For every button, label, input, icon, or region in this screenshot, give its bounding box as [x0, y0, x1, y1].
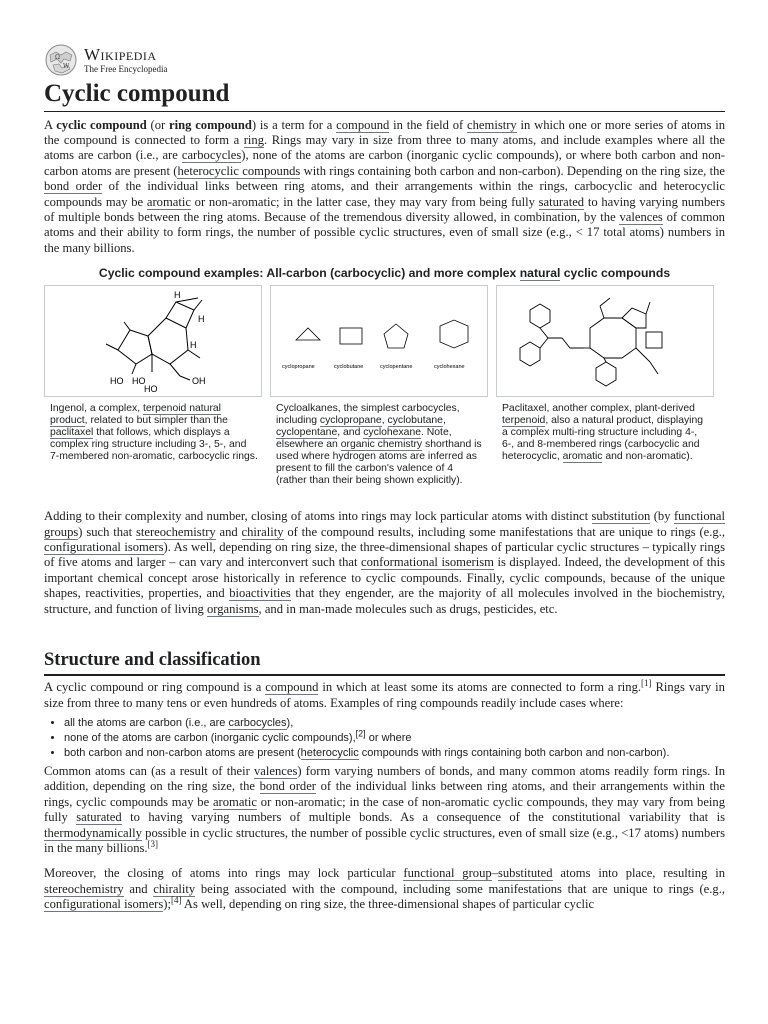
wikipedia-wordmark: Wikipedia [84, 45, 157, 64]
link-compound[interactable]: compound [336, 117, 390, 132]
paragraph-valences: Common atoms can (as a result of their valences) form varying numbers of bonds, and many common atoms readily form rings. In addition, depending on the ring size, the bond order of the individual links between ring atoms, and their arrangements within the rings, cyclic compounds may be aromatic or non-aromatic; in the case of non-aromatic cyclic compounds, they may vary from being fully saturated to having varying numbers of multiple bonds. As a consequence of the constitutional variability that is thermodynamically possible in cyclic structures, the number of possible cyclic structures, even of small size (e.g., <17 atoms) numbers in the many billions.[3] [44, 764, 726, 856]
svg-text:cyclobutane: cyclobutane [334, 364, 364, 371]
wikipedia-tagline: The Free Encyclopedia [84, 64, 168, 74]
image-gallery [44, 285, 725, 487]
wikipedia-logo[interactable] [44, 40, 725, 80]
link-heterocyclic-compounds[interactable]: heterocyclic compounds [177, 163, 301, 178]
link-compound-2[interactable]: compound [265, 680, 319, 695]
caption-ingenol: Ingenol, a complex, terpenoid natural product, related to but simpler than the paclitaxel that follows, which displays a complex ring structure including 3-, 5-, and 7-membered non-aromatic, carbocyclic rings. [50, 403, 258, 463]
svg-text:H: H [174, 290, 181, 301]
reference-1[interactable]: [1] [641, 678, 652, 688]
link-terpenoid[interactable]: terpenoid [502, 415, 546, 427]
gallery-item-ingenol [44, 285, 262, 487]
paclitaxel-structure-image[interactable] [496, 285, 714, 397]
paragraph-stereochemistry: Moreover, the closing of atoms into rings may lock particular functional group–substituted atoms into place, resulting in stereochemistry and chirality being associated with the compound, including some manifestations that are unique to rings (e.g., configurational isomers);[4] As well, depending on ring size, the three-dimensional shapes of particular cyclic [44, 866, 726, 912]
svg-text:W: W [63, 63, 70, 70]
gallery-title: Cyclic compound examples: All-carbon (carbocyclic) and more complex natural cyclic compounds [98, 266, 671, 281]
svg-text:cyclopentane: cyclopentane [380, 364, 413, 371]
paragraph-definition: A cyclic compound or ring compound is a compound in which at least some its atoms are connected to form a ring.[1] Rings vary in size from three to many tens or even hundreds of atoms. Examples of ring compounds readily include cases where: [44, 678, 725, 710]
link-substitution[interactable]: substitution [591, 509, 651, 524]
svg-text:cyclohexane: cyclohexane [434, 364, 465, 371]
ingenol-structure-image[interactable] [44, 285, 262, 397]
link-valences[interactable]: valences [619, 209, 663, 224]
paragraph-complexity: Adding to their complexity and number, closing of atoms into rings may lock particular atoms with distinct substitution (by functional groups) such that stereochemistry and chirality of the compound results, including some manifestations that are unique to rings (e.g., configurational isomers). As well, depending on ring size, the three-dimensional shapes of particular cyclic structures – typically rings of five atoms and larger – can vary and interconvert such that conformational isomerism is displayed. Indeed, the development of this important chemical concept arose historically in reference to cyclic compounds. Finally, cyclic compounds, because of the unique shapes, reactivities, properties, and bioactivities that they engender, are the majority of all molecules involved in the biochemistry, structure, and function of living organisms, and in man-made molecules such as drugs, pesticides, etc. [44, 509, 725, 616]
gallery-item-cycloalkanes [270, 285, 488, 487]
svg-text:Ω: Ω [55, 54, 60, 61]
link-natural[interactable]: natural [519, 266, 561, 281]
link-aromatic-3[interactable]: aromatic [212, 794, 257, 809]
svg-text:HO: HO [144, 384, 158, 395]
paclitaxel-molecule-icon [500, 288, 710, 394]
link-chirality-2[interactable]: chirality [153, 881, 196, 896]
link-paclitaxel[interactable]: paclitaxel [50, 427, 94, 439]
link-valences-2[interactable]: valences [254, 764, 298, 778]
link-configurational-isomers[interactable]: configurational isomers [44, 539, 164, 554]
link-aromatic[interactable]: aromatic [146, 194, 191, 209]
link-cyclopropane[interactable]: cyclopropane [319, 415, 382, 427]
link-organisms[interactable]: organisms [206, 601, 259, 616]
link-functional-groups[interactable]: functional groups [44, 509, 725, 539]
ingenol-molecule-icon [48, 288, 258, 394]
link-stereochemistry[interactable]: stereochemistry [135, 524, 216, 539]
link-aromatic-2[interactable]: aromatic [562, 451, 603, 463]
link-thermodynamically[interactable]: thermodynamically [44, 825, 142, 840]
list-item: • both carbon and non-carbon atoms are present (heterocyclic compounds with rings containing both carbon and non-carbon). [64, 747, 725, 760]
link-cyclohexane[interactable]: cyclohexane [363, 427, 421, 439]
reference-3[interactable]: [3] [147, 838, 159, 849]
link-terpenoid-natural-product[interactable]: terpenoid natural product [50, 403, 221, 427]
link-conformational-isomerism[interactable]: conformational isomerism [360, 555, 494, 570]
svg-text:OH: OH [192, 376, 206, 387]
caption-cycloalkanes: Cycloalkanes, the simplest carbocycles, including cyclopropane, cyclobutane, cyclopentane, and cyclohexane. Note, elsewhere an organic chemistry shorthand is used where hydrogen atoms are inferred as present to fill the carbon's valence of 4 (rather than their being shown explicitly). [276, 403, 482, 487]
link-saturated-2[interactable]: saturated [76, 810, 122, 825]
link-bond-order-2[interactable]: bond order [259, 779, 316, 794]
svg-text:HO: HO [132, 376, 146, 387]
list-item: • none of the atoms are carbon (inorganic cyclic compounds),[2] or where [64, 732, 725, 745]
cycloalkanes-molecule-icon [274, 288, 484, 394]
svg-text:H: H [198, 314, 205, 325]
reference-4[interactable]: [4] [170, 895, 182, 906]
list-item: • all the atoms are carbon (i.e., are carbocycles), [64, 717, 725, 730]
link-chemistry[interactable]: chemistry [467, 117, 517, 132]
section-heading-structure: Structure and classification [44, 649, 725, 676]
svg-text:H: H [190, 340, 197, 351]
link-bond-order[interactable]: bond order [44, 179, 103, 194]
gallery-item-paclitaxel [496, 285, 714, 487]
link-saturated[interactable]: saturated [538, 194, 585, 209]
article-page [44, 40, 725, 913]
link-cyclopentane[interactable]: cyclopentane [276, 427, 338, 439]
link-carbocycles-2[interactable]: carbocycles [228, 717, 287, 729]
cycloalkanes-structure-image[interactable] [270, 285, 488, 397]
svg-text:cyclopropane: cyclopropane [282, 364, 315, 371]
link-cyclobutane[interactable]: cyclobutane [387, 415, 443, 427]
reference-2[interactable]: [2] [355, 728, 366, 739]
link-stereochemistry-2[interactable]: stereochemistry [44, 881, 124, 896]
ring-examples-list [44, 717, 725, 760]
link-heterocyclic[interactable]: heterocyclic [300, 747, 359, 759]
intro-paragraph: A cyclic compound (or ring compound) is a term for a compound in the field of chemistry in which one or more series of atoms in the compound is connected to form a ring. Rings may vary in size from three to many atoms, and include examples where all the atoms are carbon (i.e., are carbocycles), none of the atoms are carbon (inorganic cyclic compounds), or where both carbon and non-carbon atoms are present (heterocyclic compounds with rings containing both carbon and non-carbon). Depending on the ring size, the bond order of the individual links between ring atoms, and their arrangements within the rings, carbocyclic and heterocyclic compounds may be aromatic or non-aromatic; in the latter case, they may vary from being fully saturated to having varying numbers of multiple bonds between the ring atoms. Because of the tremendous diversity allowed, in combination, by the valences of common atoms and their ability to form rings, the number of possible cyclic structures, even of small size (e.g., < 17 total atoms) numbers in the many billions. [44, 117, 725, 255]
link-carbocycles[interactable]: carbocycles [181, 148, 242, 163]
svg-text:HO: HO [110, 376, 124, 387]
link-substituted[interactable]: substituted [497, 866, 553, 881]
link-ring[interactable]: ring [243, 132, 265, 147]
link-organic-chemistry[interactable]: organic chemistry [340, 439, 423, 451]
caption-paclitaxel: Paclitaxel, another complex, plant-derived terpenoid, also a natural product, displaying a complex multi-ring structure including 4-, 6-, and 8-membered rings (carbocyclic and heterocyclic, aromatic and non-aromatic). [502, 403, 704, 463]
page-title: Cyclic compound [44, 80, 725, 112]
link-bioactivities[interactable]: bioactivities [229, 586, 291, 601]
link-functional-group[interactable]: functional group [403, 866, 492, 881]
wikipedia-globe-icon [44, 43, 78, 77]
link-configurational-isomers-2[interactable]: configurational isomers [44, 897, 164, 912]
link-chirality[interactable]: chirality [241, 524, 284, 539]
